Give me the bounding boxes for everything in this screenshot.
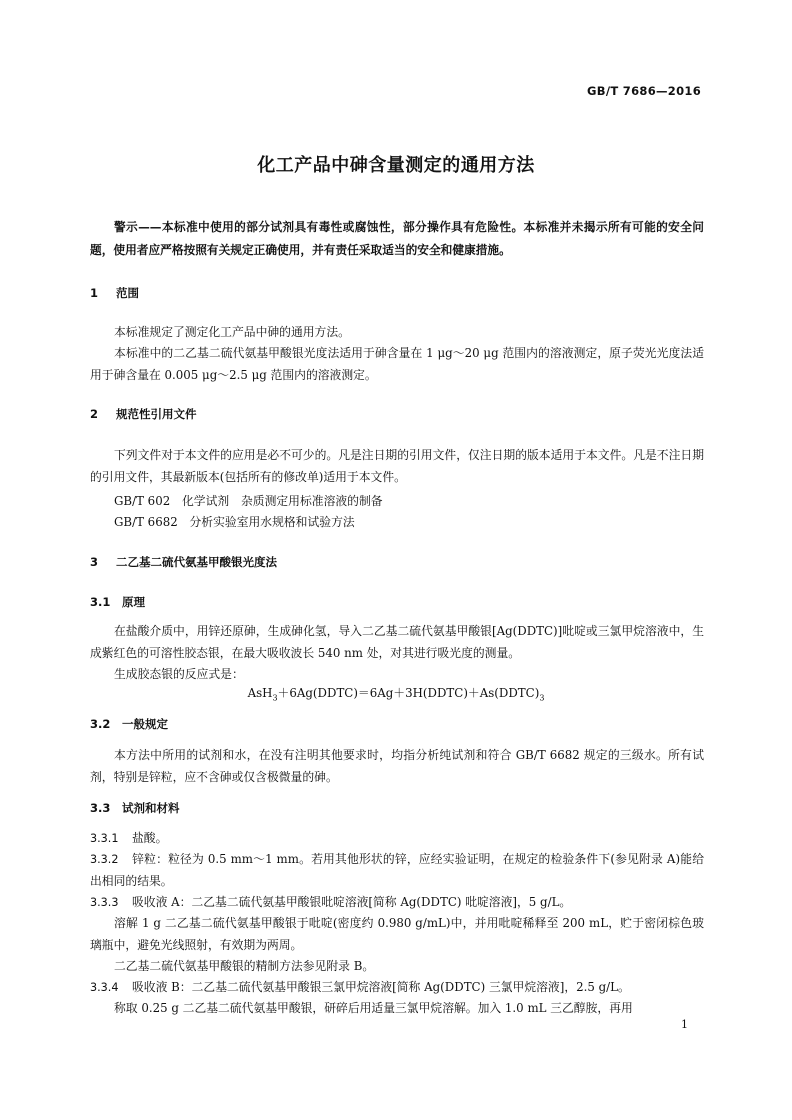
section-number: 3.3 xyxy=(90,801,111,815)
section-number: 3.2 xyxy=(90,717,111,731)
reference-item: GB/T 602 化学试剂 杂质测定用标准溶液的制备 xyxy=(114,494,383,508)
clause-3-3-3 xyxy=(90,892,704,914)
reference-item: GB/T 6682 分析实验室用水规格和试验方法 xyxy=(114,515,355,529)
safety-warning: 警示——本标准中使用的部分试剂具有毒性或腐蚀性，部分操作具有危险性。本标准并未揭示所有可能的安全问题，使用者应严格按照有关规定正确使用，并有责任采取适当的安全和健康措施。 xyxy=(90,220,704,257)
clause-text: 盐酸。 xyxy=(132,831,168,845)
reaction-formula: $AsH_3+6Ag(DDTC)=6Ag+3H(DDTC)+As(DDTC)_3$ xyxy=(247,686,545,703)
paragraph: 本标准规定了测定化工产品中砷的通用方法。 xyxy=(114,325,350,339)
paragraph: 生成胶态银的反应式是： xyxy=(114,667,244,681)
paragraph: 称取 0.25 g 二乙基二硫代氨基甲酸银，研碎后用适量三氯甲烷溶解。加入 1.0 mL 三乙醇胺，再用 xyxy=(114,1001,633,1015)
clause-3-3-2 xyxy=(90,849,704,892)
paragraph: 下列文件对于本文件的应用是必不可少的。凡是注日期的引用文件，仅注日期的版本适用于本文件。凡是不注日期的引用文件，其最新版本(包括所有的修改单)适用于本文件。 xyxy=(90,448,704,484)
section-title: 规范性引用文件 xyxy=(116,407,197,421)
section-title: 二乙基二硫代氨基甲酸银光度法 xyxy=(116,555,277,569)
section-title: 一般规定 xyxy=(122,717,168,731)
section-title: 范围 xyxy=(116,286,139,300)
section-number: 3 xyxy=(90,555,99,569)
section-number: 3.1 xyxy=(90,595,111,609)
section-title: 试剂和材料 xyxy=(122,801,180,815)
clause-number: 3.3.4 xyxy=(90,981,119,994)
clause-3-3-1 xyxy=(90,828,704,850)
clause-text: 锌粒：粒径为 0.5 mm～1 mm。若用其他形状的锌，应经实验证明，在规定的检验条件下(参见附录 A)能给出相同的结果。 xyxy=(90,852,704,888)
page-number: 1 xyxy=(681,1018,688,1031)
clause-text: 吸收液 B：二乙基二硫代氨基甲酸银三氯甲烷溶液[简称 Ag(DDTC) 三氯甲烷溶液]，2.5 g/L。 xyxy=(132,980,630,994)
clause-number: 3.3.2 xyxy=(90,853,119,866)
clause-number: 3.3.3 xyxy=(90,896,119,909)
section-title: 原理 xyxy=(122,595,145,609)
section-1-heading xyxy=(90,285,139,301)
section-3-heading xyxy=(90,554,277,570)
subsection-3-1-heading xyxy=(90,594,145,610)
section-number: 1 xyxy=(90,286,99,300)
subsection-3-3-heading xyxy=(90,800,180,816)
clause-text: 吸收液 A：二乙基二硫代氨基甲酸银吡啶溶液[简称 Ag(DDTC) 吡啶溶液]，5 g/L。 xyxy=(132,895,572,909)
paragraph: 溶解 1 g 二乙基二硫代氨基甲酸银于吡啶(密度约 0.980 g/mL)中，并用吡啶稀释至 200 mL，贮于密闭棕色玻璃瓶中，避免光线照射，有效期为两周。 xyxy=(90,916,704,952)
clause-number: 3.3.1 xyxy=(90,832,119,845)
section-number: 2 xyxy=(90,407,99,421)
clause-3-3-4 xyxy=(90,977,704,999)
page-title: 化工产品中砷含量测定的通用方法 xyxy=(257,155,535,176)
subsection-3-2-heading xyxy=(90,716,168,732)
paragraph: 本方法中所用的试剂和水，在没有注明其他要求时，均指分析纯试剂和符合 GB/T 6682 规定的三级水。所有试剂，特别是锌粒，应不含砷或仅含极微量的砷。 xyxy=(90,748,704,784)
section-2-heading xyxy=(90,406,197,422)
paragraph: 二乙基二硫代氨基甲酸银的精制方法参见附录 B。 xyxy=(114,959,375,973)
standard-number: GB/T 7686—2016 xyxy=(587,84,701,98)
paragraph: 本标准中的二乙基二硫代氨基甲酸银光度法适用于砷含量在 1 μg～20 μg 范围内的溶液测定，原子荧光光度法适用于砷含量在 0.005 μg～2.5 μg 范围内的溶液测定。 xyxy=(90,346,704,382)
paragraph: 在盐酸介质中，用锌还原砷，生成砷化氢，导入二乙基二硫代氨基甲酸银[Ag(DDTC)]吡啶或三氯甲烷溶液中，生成紫红色的可溶性胶态银，在最大吸收波长 540 nm 处，对其进行吸光度的测量。 xyxy=(90,624,704,660)
